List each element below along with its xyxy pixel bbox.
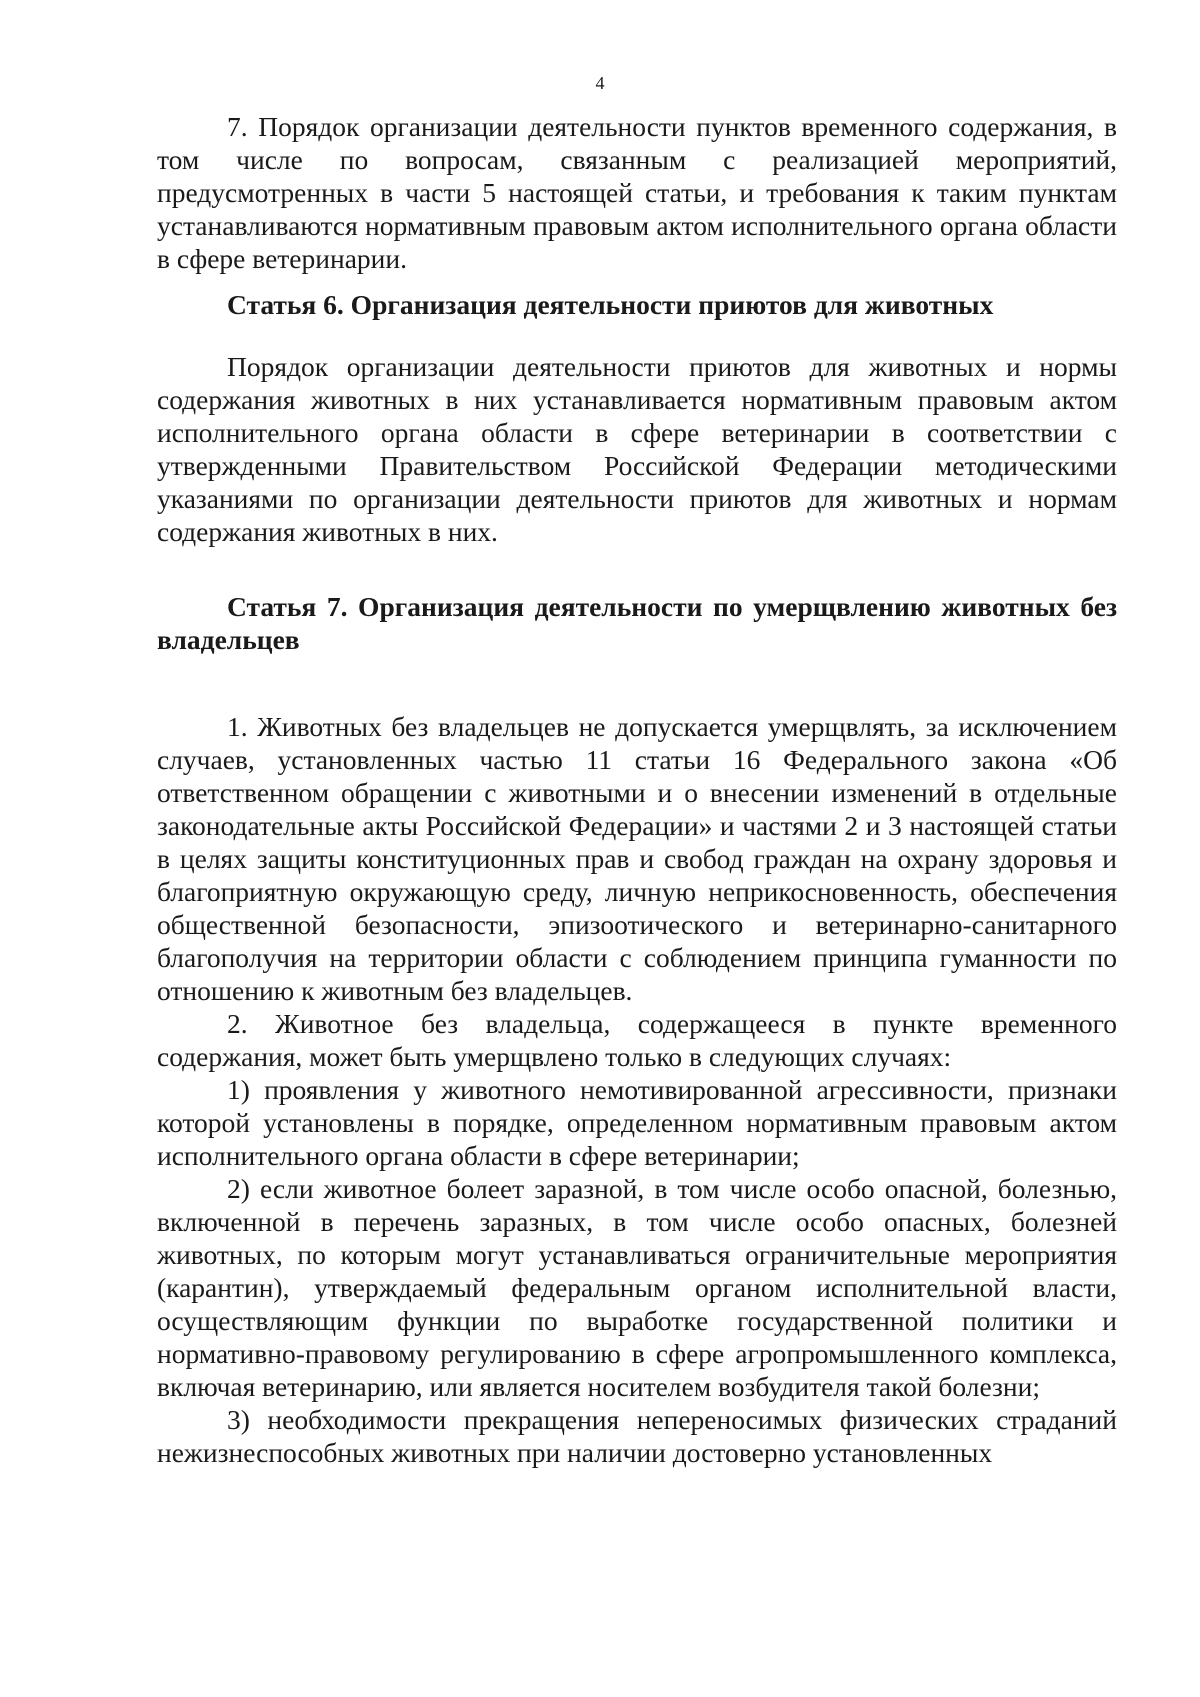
paragraph-7 (157, 110, 1117, 275)
article-7-part-2-item-2: 2) если животное болеет заразной, в том числе особо опасной, болезнью, включенной в перечень заразных, в том числе особо опасных, болезней животных, по которым могут устанавливаться ограничительные мероприятия (карантин), утверждаемый федеральным органом исполнительной власти, осуществляющим функции по выработке государственной политики и нормативно-правовому регулированию в сфере агропромышленного комплекса, включая ветеринарию, или является носителем возбудителя такой болезни; (157, 1173, 1117, 1402)
article-7-part-2-item-1: 1) проявления у животного немотивированной агрессивности, признаки которой установлены в порядке, определенном нормативным правовым актом исполнительного органа области в сфере ветеринарии; (157, 1074, 1117, 1171)
heading-text: Статья 7. Организация деятельности по умерщвлению животных без владельцев (157, 591, 1117, 655)
article-6-heading (157, 288, 1117, 321)
article-6-paragraph (157, 350, 1117, 548)
heading-text: Статья 6. Организация деятельности приютов для животных (227, 289, 994, 320)
page-number: 4 (595, 73, 605, 93)
paragraph-text: 7. Порядок организации деятельности пунктов временного содержания, в том числе по вопросам, связанным с реализацией мероприятий, предусмотренных в части 5 настоящей статьи, и требования к таким пунктам устанавливаются нормативным правовым актом исполнительного органа области в сфере ветеринарии. (157, 111, 1117, 274)
article-7-part-1: 1. Животных без владельцев не допускается умерщвлять, за исключением случаев, установленных частью 11 статьи 16 Федерального закона «Об ответственном обращении с животными и о внесении изменений в отдельные законодательные акты Российской Федерации» и частями 2 и 3 настоящей статьи в целях защиты конституционных прав и свобод граждан на охрану здоровья и благоприятную окружающую среду, личную неприкосновенность, обеспечения общественной безопасности, эпизоотического и ветеринарно-санитарного благополучия на территории области с соблюдением принципа гуманности по отношению к животным без владельцев. (157, 711, 1117, 1006)
article-7-body (157, 710, 1117, 1469)
article-7-part-2: 2. Животное без владельца, содержащееся в пункте временного содержания, может быть умерщвлено только в следующих случаях: (157, 1008, 1117, 1072)
article-7-part-2-item-3: 3) необходимости прекращения непереносимых физических страданий нежизнеспособных животных при наличии достоверно установленных (157, 1404, 1117, 1468)
article-7-heading (157, 590, 1117, 656)
paragraph-text: Порядок организации деятельности приютов для животных и нормы содержания животных в них устанавливается нормативным правовым актом исполнительного органа области в сфере ветеринарии в соответствии с утвержденными Правительством Российской Федерации методическими указаниями по организации деятельности приютов для животных и нормам содержания животных в них. (157, 351, 1117, 547)
